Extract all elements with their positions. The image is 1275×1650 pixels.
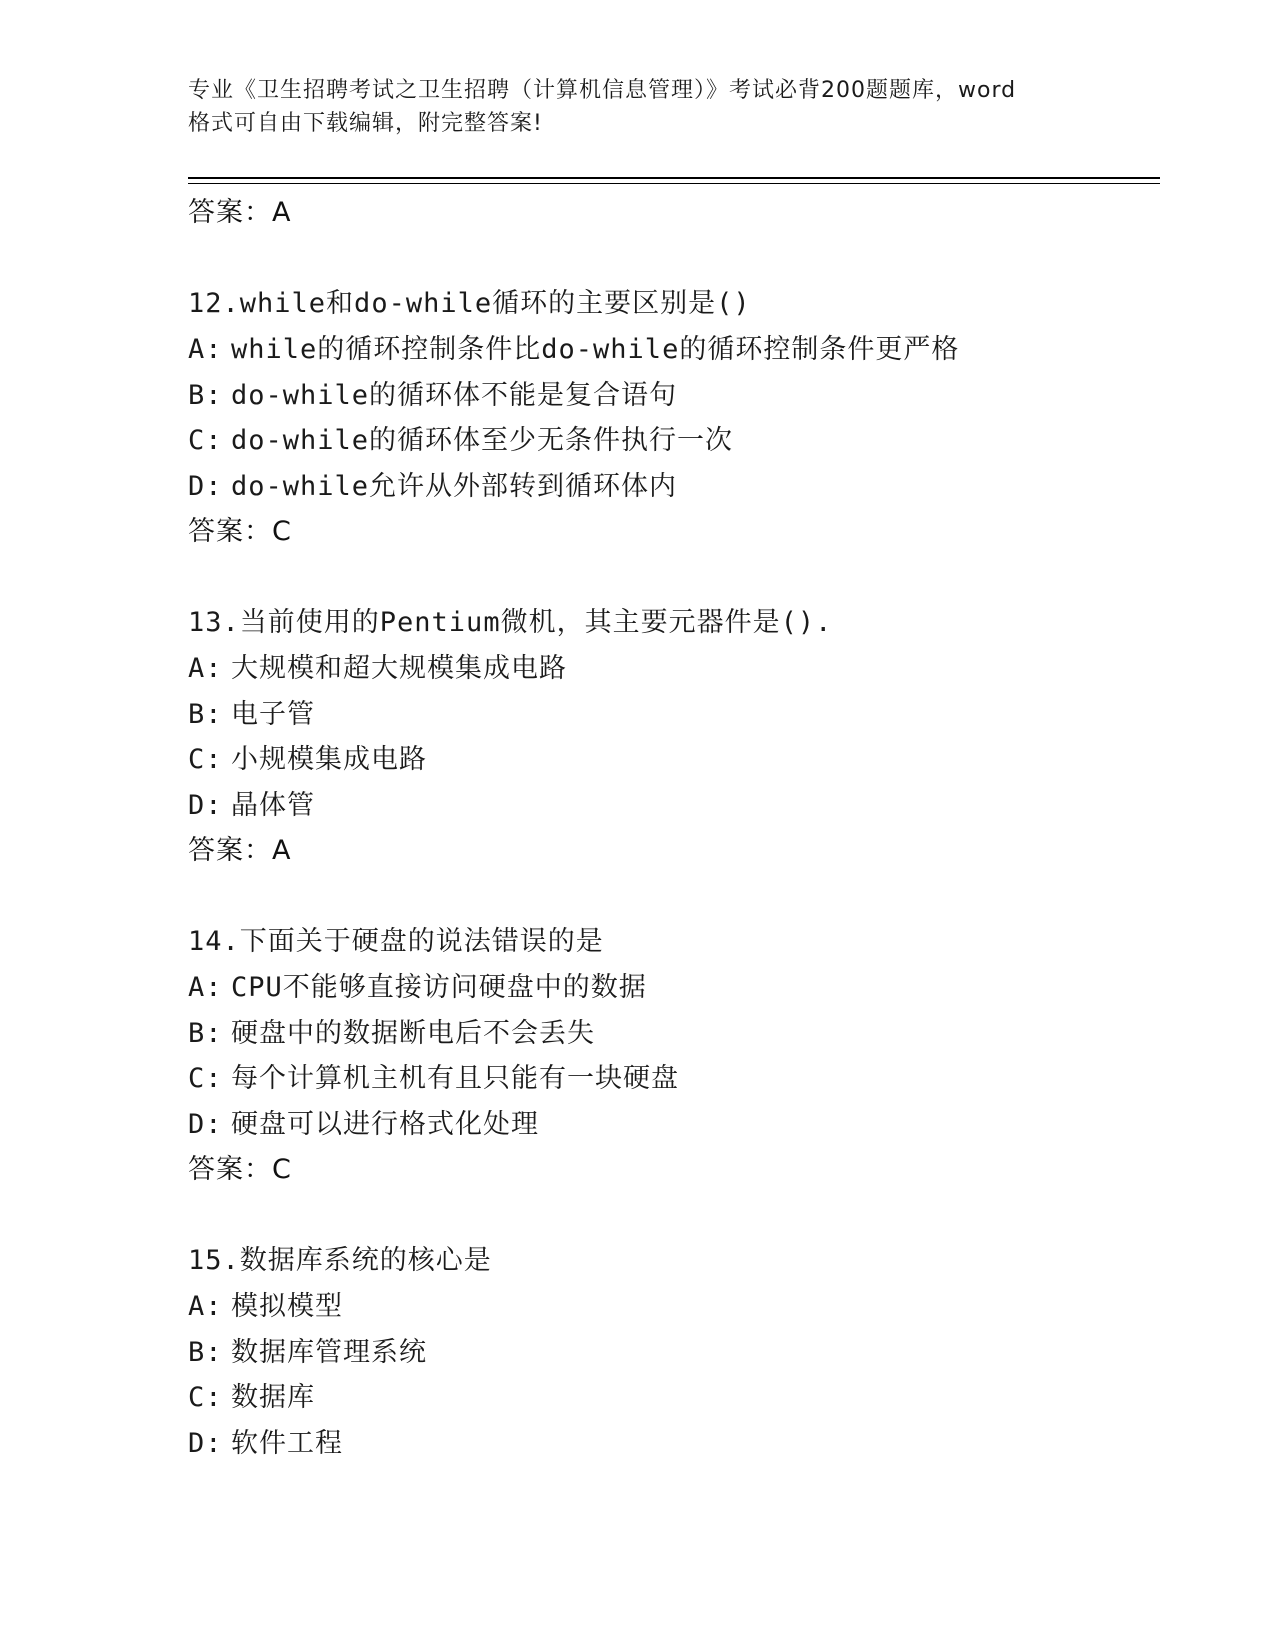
option-letter: C: <box>188 425 223 456</box>
option-a <box>188 327 1148 373</box>
option-text: 小规模集成电路 <box>231 744 427 775</box>
option-letter: A: <box>188 1291 223 1322</box>
option-letter: D: <box>188 1427 223 1459</box>
header-title-line-1: 专业《卫生招聘考试之卫生招聘（计算机信息管理）》考试必背200题题库，word <box>188 78 1017 103</box>
question-stem <box>188 600 1148 646</box>
option-text: 硬盘中的数据断电后不会丢失 <box>231 1017 595 1049</box>
header-divider-thick <box>188 177 1160 179</box>
option-text: do-while的循环体至少无条件执行一次 <box>231 425 734 456</box>
question-block-13 <box>188 600 1148 874</box>
option-d <box>188 1421 1148 1467</box>
option-letter: A: <box>188 653 223 684</box>
question-number: 15. <box>188 1245 240 1276</box>
option-a <box>188 646 1148 692</box>
option-b <box>188 692 1148 738</box>
option-b <box>188 1011 1148 1057</box>
question-number: 13. <box>188 607 240 638</box>
option-text: 硬盘可以进行格式化处理 <box>231 1108 539 1140</box>
option-c <box>188 418 1148 464</box>
question-text: while和do-while循环的主要区别是() <box>239 288 751 319</box>
header-title-line-2: 格式可自由下载编辑，附完整答案! <box>188 111 543 136</box>
option-text: 电子管 <box>231 698 315 730</box>
answer-line-previous <box>188 190 1148 236</box>
option-letter: D: <box>188 1108 223 1140</box>
option-letter: A: <box>188 972 223 1003</box>
option-letter: B: <box>188 1336 223 1368</box>
question-block-14 <box>188 919 1148 1193</box>
answer-value: C <box>272 1154 292 1185</box>
option-a <box>188 1284 1148 1330</box>
option-b <box>188 373 1148 419</box>
spacer <box>188 236 1148 281</box>
option-letter: C: <box>188 1382 223 1413</box>
option-text: 软件工程 <box>231 1427 343 1459</box>
option-text: while的循环控制条件比do-while的循环控制条件更严格 <box>231 334 960 365</box>
option-text: do-while允许从外部转到循环体内 <box>231 470 678 502</box>
option-text: 数据库 <box>231 1382 315 1413</box>
option-d <box>188 464 1148 510</box>
option-letter: B: <box>188 698 223 730</box>
option-b <box>188 1330 1148 1376</box>
option-c <box>188 1375 1148 1421</box>
question-text: 下面关于硬盘的说法错误的是 <box>239 926 604 957</box>
answer-label: 答案： <box>188 1154 272 1185</box>
option-text: do-while的循环体不能是复合语句 <box>231 379 678 411</box>
option-text: 大规模和超大规模集成电路 <box>231 653 567 684</box>
option-c <box>188 1056 1148 1102</box>
answer-value: A <box>272 197 292 228</box>
spacer <box>188 555 1148 600</box>
option-text: 数据库管理系统 <box>231 1336 427 1368</box>
answer-label: 答案： <box>188 516 272 547</box>
answer-line <box>188 509 1148 555</box>
option-d <box>188 783 1148 829</box>
document-header <box>188 74 1088 140</box>
spacer <box>188 874 1148 919</box>
option-text: 模拟模型 <box>231 1291 343 1322</box>
option-text: CPU不能够直接访问硬盘中的数据 <box>231 972 647 1003</box>
option-letter: B: <box>188 379 223 411</box>
option-letter: B: <box>188 1017 223 1049</box>
option-text: 每个计算机主机有且只能有一块硬盘 <box>231 1063 679 1094</box>
answer-label: 答案： <box>188 835 272 866</box>
spacer <box>188 1193 1148 1238</box>
answer-line <box>188 828 1148 874</box>
option-letter: D: <box>188 470 223 502</box>
header-divider-thin <box>188 183 1160 184</box>
question-list <box>188 190 1148 1466</box>
question-stem <box>188 1238 1148 1284</box>
question-number: 14. <box>188 926 240 957</box>
answer-value: A <box>272 835 292 866</box>
question-text: 数据库系统的核心是 <box>239 1245 492 1276</box>
answer-label: 答案： <box>188 197 272 228</box>
option-c <box>188 737 1148 783</box>
option-text: 晶体管 <box>231 789 315 821</box>
question-block-12 <box>188 281 1148 555</box>
option-d <box>188 1102 1148 1148</box>
question-stem <box>188 919 1148 965</box>
option-letter: D: <box>188 789 223 821</box>
option-a <box>188 965 1148 1011</box>
answer-line <box>188 1147 1148 1193</box>
question-block-15 <box>188 1238 1148 1466</box>
option-letter: C: <box>188 1063 223 1094</box>
question-stem <box>188 281 1148 327</box>
question-text: 当前使用的Pentium微机，其主要元器件是(). <box>239 607 833 638</box>
answer-value: C <box>272 516 292 547</box>
question-number: 12. <box>188 288 240 319</box>
option-letter: C: <box>188 744 223 775</box>
option-letter: A: <box>188 334 223 365</box>
